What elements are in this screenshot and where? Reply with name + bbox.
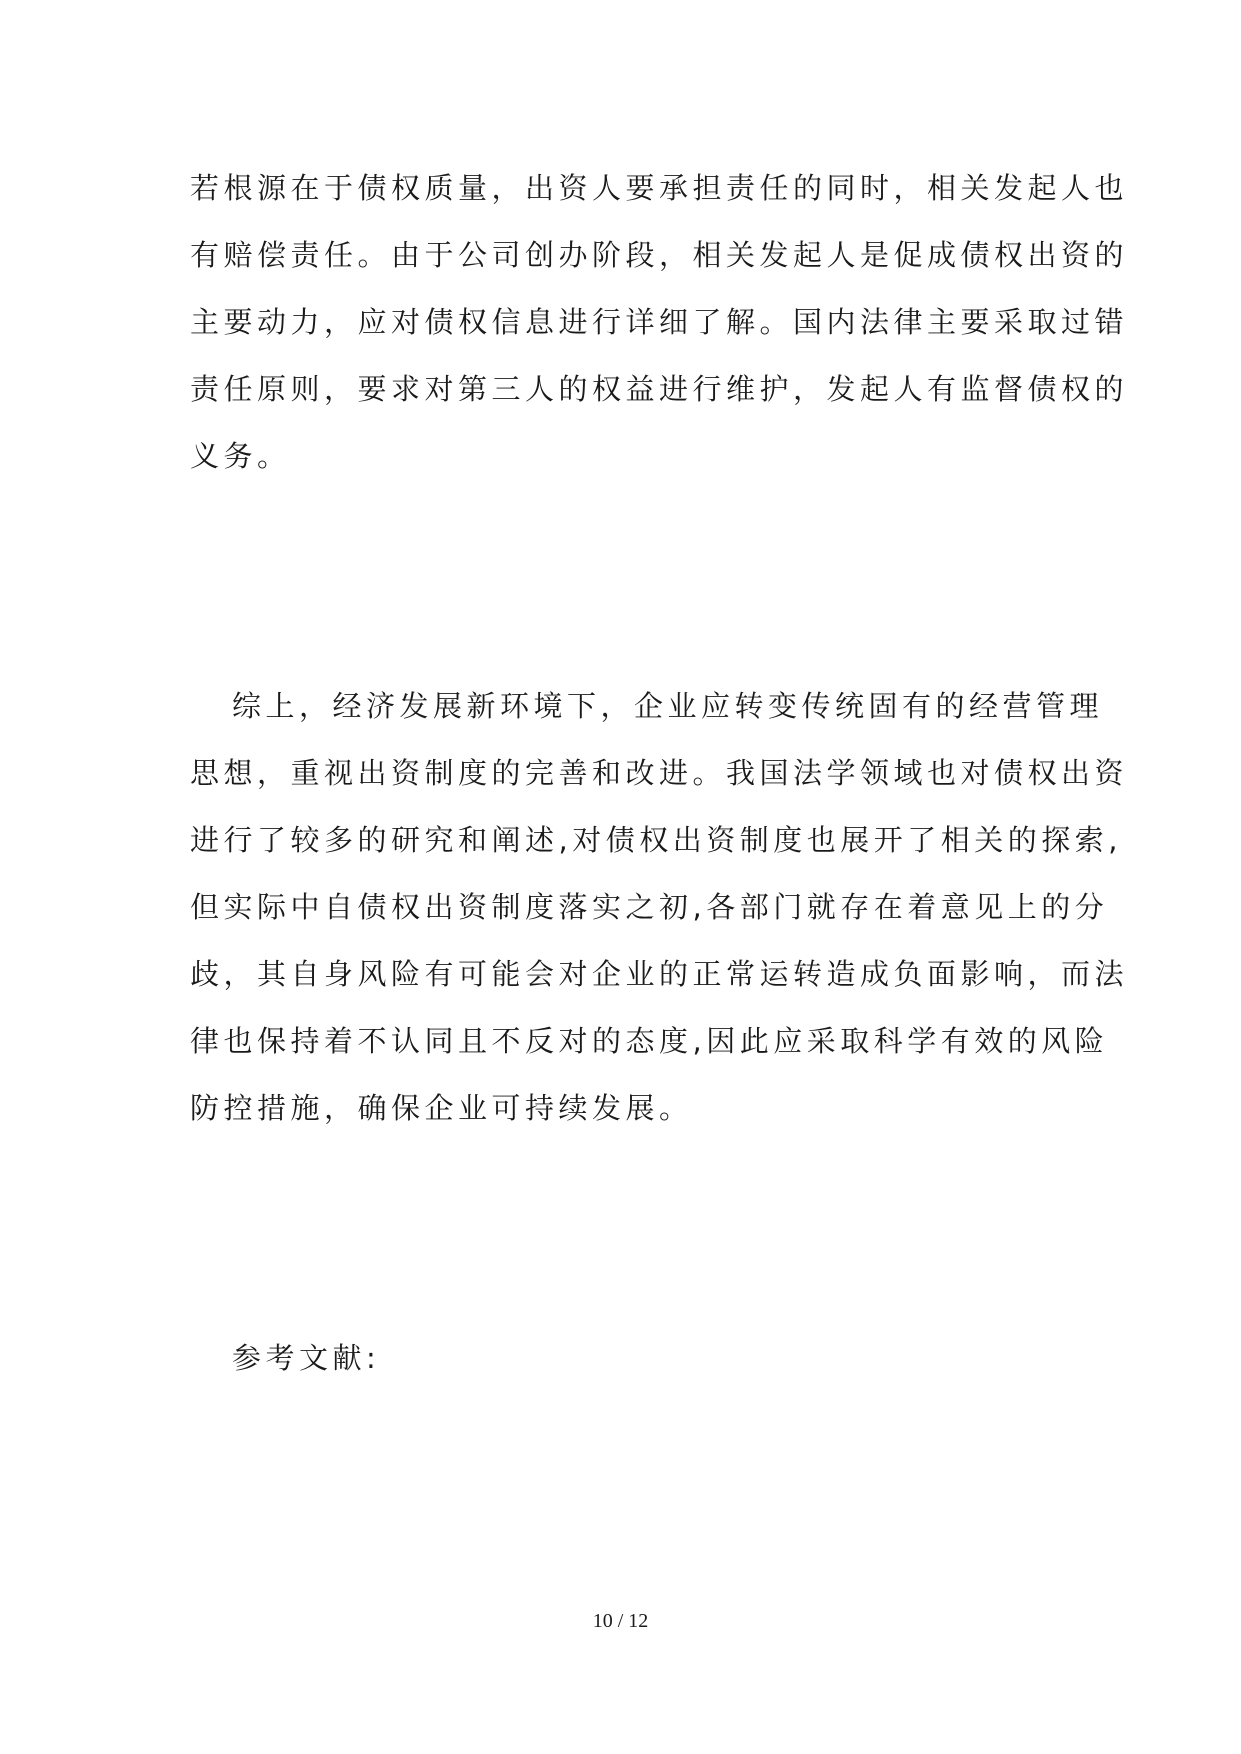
paragraph-2-line-6: 律也保持着不认同且不反对的态度,因此应采取科学有效的风险 <box>190 1024 1109 1058</box>
paragraph-2-line-7: 防控措施，确保企业可持续发展。 <box>190 1091 693 1125</box>
paragraph-1-line-3: 主要动力，应对债权信息进行详细了解。国内法律主要采取过错 <box>190 305 1129 339</box>
paragraph-1-line-4: 责任原则，要求对第三人的权益进行维护，发起人有监督债权的 <box>190 372 1129 406</box>
paragraph-2-line-3: 进行了较多的研究和阐述,对债权出资制度也展开了相关的探索, <box>190 823 1122 857</box>
paragraph-1-line-2: 有赔偿责任。由于公司创办阶段，相关发起人是促成债权出资的 <box>190 238 1129 272</box>
paragraph-2-line-4: 但实际中自债权出资制度落实之初,各部门就存在着意见上的分 <box>190 890 1109 924</box>
paragraph-2-line-1: 综上，经济发展新环境下，企业应转变传统固有的经营管理 <box>232 689 1104 723</box>
paragraph-1-line-1: 若根源在于债权质量，出资人要承担责任的同时，相关发起人也 <box>190 171 1129 205</box>
paragraph-2-line-2: 思想，重视出资制度的完善和改进。我国法学领域也对债权出资 <box>190 756 1129 790</box>
paragraph-2-line-5: 歧，其自身风险有可能会对企业的正常运转造成负面影响，而法 <box>190 957 1129 991</box>
paragraph-1-line-5: 义务。 <box>190 439 291 473</box>
page-number: 10 / 12 <box>592 1610 649 1632</box>
references-heading: 参考文献: <box>232 1341 381 1375</box>
